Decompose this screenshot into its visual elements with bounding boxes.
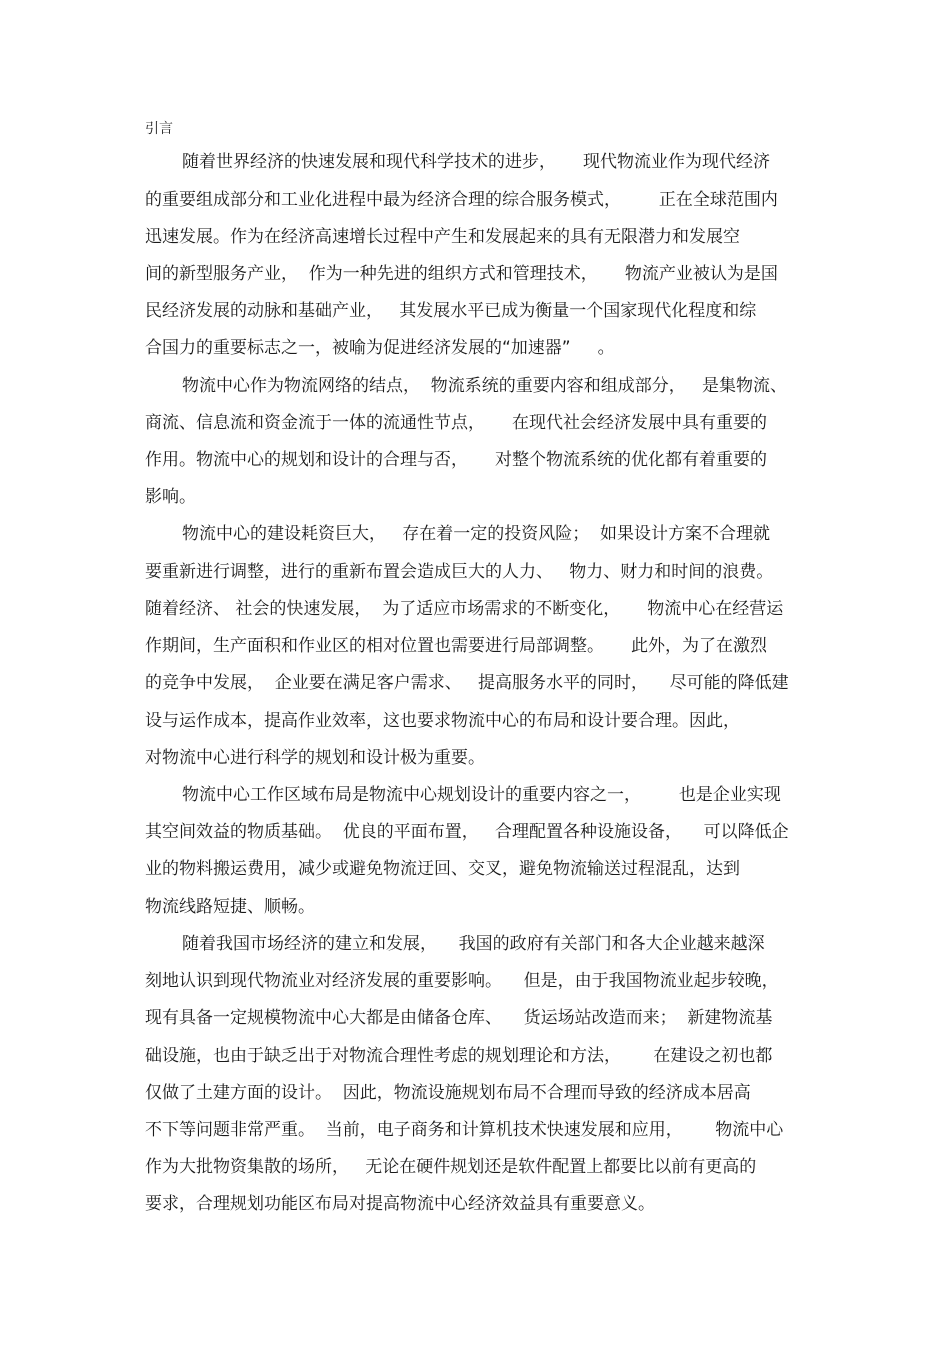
paragraph-line: 物流中心工作区域布局是物流中心规划设计的重要内容之一， 也是企业实现 — [182, 785, 781, 805]
paragraph-line: 业的物料搬运费用，减少或避免物流迂回、交叉，避免物流输送过程混乱，达到 — [145, 859, 740, 879]
paragraph-line: 物流线路短捷、顺畅。 — [145, 897, 315, 917]
paragraph-line: 设与运作成本，提高作业效率，这也要求物流中心的布局和设计要合理。因此， — [145, 711, 740, 731]
paragraph-line: 物流中心作为物流网络的结点， 物流系统的重要内容和组成部分， 是集物流、 — [182, 376, 788, 396]
paragraph-line: 现有具备一定规模物流中心大都是由储备仓库、 货运场站改造而来； 新建物流基 — [145, 1008, 773, 1028]
paragraph-line: 随着经济、 社会的快速发展， 为了适应市场需求的不断变化， 物流中心在经营运 — [145, 599, 784, 619]
paragraph-line: 作用。物流中心的规划和设计的合理与否， 对整个物流系统的优化都有着重要的 — [145, 450, 768, 470]
section-heading: 引言 — [145, 121, 173, 137]
paragraph-line: 随着世界经济的快速发展和现代科学技术的进步， 现代物流业作为现代经济 — [182, 152, 771, 172]
paragraph-line: 要求，合理规划功能区布局对提高物流中心经济效益具有重要意义。 — [145, 1194, 655, 1214]
paragraph-line: 仅做了土建方面的设计。 因此，物流设施规划布局不合理而导致的经济成本居高 — [145, 1083, 751, 1103]
paragraph-line: 迅速发展。作为在经济高速增长过程中产生和发展起来的具有无限潜力和发展空 — [145, 227, 740, 247]
paragraph-line: 影响。 — [145, 487, 196, 507]
paragraph-line: 对物流中心进行科学的规划和设计极为重要。 — [145, 748, 485, 768]
paragraph-line: 随着我国市场经济的建立和发展， 我国的政府有关部门和各大企业越来越深 — [182, 934, 765, 954]
paragraph-line: 的重要组成部分和工业化进程中最为经济合理的综合服务模式， 正在全球范围内 — [145, 190, 778, 210]
paragraph-line: 其空间效益的物质基础。 优良的平面布置， 合理配置各种设施设备， 可以降低企 — [145, 822, 789, 842]
paragraph-line: 础设施，也由于缺乏出于对物流合理性考虑的规划理论和方法， 在建设之初也都 — [145, 1046, 773, 1066]
paragraph-line: 作为大批物资集散的场所， 无论在硬件规划还是软件配置上都要比以前有更高的 — [145, 1157, 757, 1177]
paragraph-line: 合国力的重要标志之一，被喻为促进经济发展的“加速器” 。 — [145, 338, 615, 358]
paragraph-line: 刻地认识到现代物流业对经济发展的重要影响。 但是，由于我国物流业起步较晚， — [145, 971, 779, 991]
paragraph-line: 要重新进行调整，进行的重新布置会造成巨大的人力、 物力、财力和时间的浪费。 — [145, 562, 774, 582]
paragraph-line: 不下等问题非常严重。 当前，电子商务和计算机技术快速发展和应用， 物流中心 — [145, 1120, 784, 1140]
paragraph-line: 物流中心的建设耗资巨大， 存在着一定的投资风险； 如果设计方案不合理就 — [182, 524, 771, 544]
paragraph-line: 间的新型服务产业， 作为一种先进的组织方式和管理技术， 物流产业被认为是国 — [145, 264, 778, 284]
paragraph-line: 作期间，生产面积和作业区的相对位置也需要进行局部调整。 此外，为了在激烈 — [145, 636, 768, 656]
paragraph-line: 的竞争中发展， 企业要在满足客户需求、 提高服务水平的同时， 尽可能的降低建 — [145, 673, 789, 693]
paragraph-line: 商流、信息流和资金流于一体的流通性节点， 在现代社会经济发展中具有重要的 — [145, 413, 768, 433]
paragraph-line: 民经济发展的动脉和基础产业， 其发展水平已成为衡量一个国家现代化程度和综 — [145, 301, 757, 321]
